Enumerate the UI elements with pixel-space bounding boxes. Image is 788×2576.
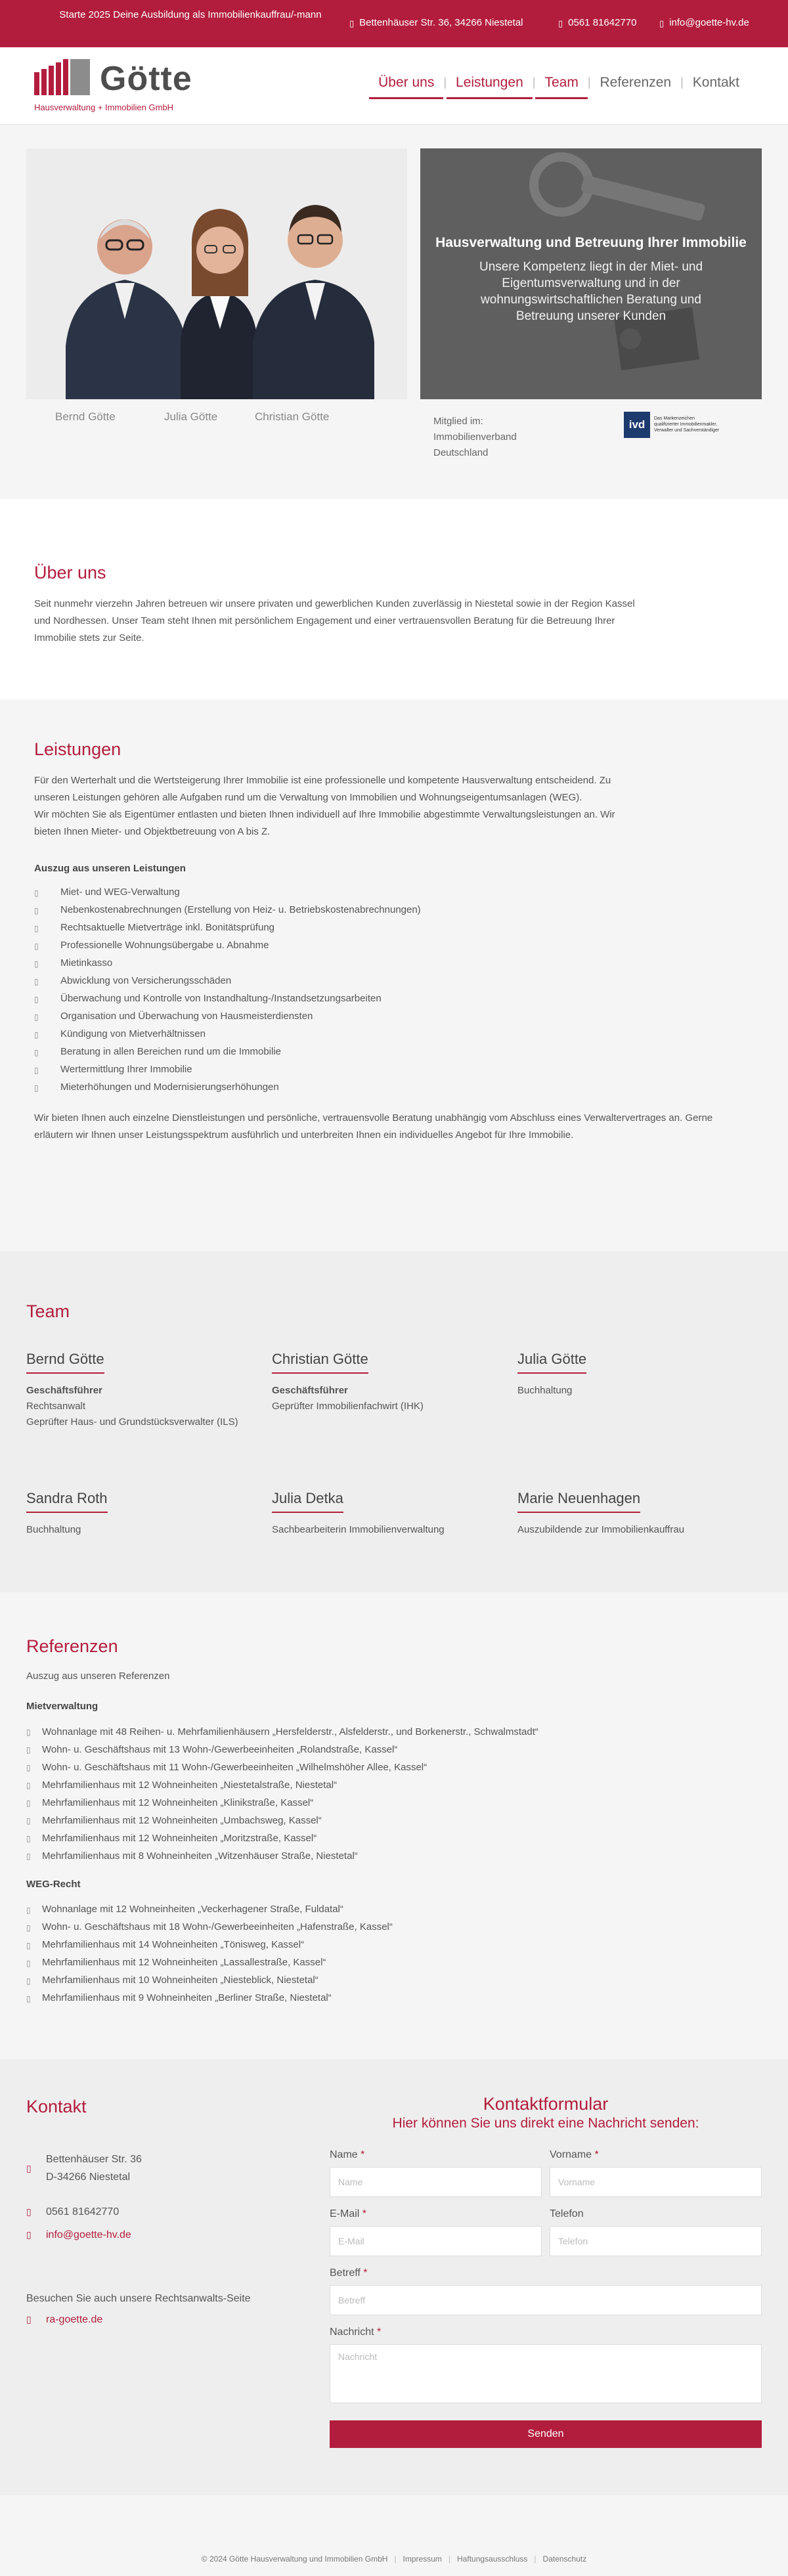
submit-button[interactable]: Senden bbox=[330, 2420, 762, 2448]
membership-line: Immobilienverband bbox=[433, 431, 517, 443]
referenzen-category: Mietverwaltung bbox=[26, 1701, 98, 1712]
team-member-name: Bernd Götte bbox=[26, 1351, 104, 1374]
map-marker-icon: ▯ bbox=[26, 2162, 32, 2173]
logo[interactable] bbox=[34, 56, 198, 116]
nachricht-label-text: Nachricht bbox=[330, 2326, 374, 2338]
caption-julia: Julia Götte bbox=[164, 410, 218, 423]
check-icon: ▯ bbox=[34, 888, 39, 898]
contact-phone-text[interactable]: 0561 81642770 bbox=[46, 2206, 120, 2217]
list-item-text: Mieterhöhungen und Modernisierungserhöhungen bbox=[60, 1081, 279, 1093]
logo-name: Götte bbox=[100, 60, 192, 98]
nav-separator: | bbox=[587, 76, 591, 89]
ivd-logo[interactable] bbox=[624, 412, 735, 445]
form-row bbox=[330, 2325, 762, 2409]
name-field-group bbox=[330, 2147, 542, 2197]
leistungen-subtitle: Auszug aus unseren Leistungen bbox=[34, 862, 186, 874]
list-item bbox=[26, 1777, 762, 1795]
logo-tagline: Hausverwaltung + Immobilien GmbH bbox=[34, 102, 174, 112]
betreff-field-group bbox=[330, 2265, 762, 2315]
check-icon: ▯ bbox=[34, 1030, 39, 1039]
team-member-detail: Sachbearbeiterin Immobilienverwaltung bbox=[272, 1523, 445, 1535]
list-item bbox=[34, 1008, 754, 1026]
list-item bbox=[26, 1812, 762, 1830]
team-member bbox=[26, 1491, 263, 1538]
team-member-detail: Geprüfter Haus- und Grundstücksverwalter (ILS) bbox=[26, 1416, 238, 1428]
list-item bbox=[34, 937, 754, 955]
team-member bbox=[26, 1351, 263, 1430]
team-photo-illustration bbox=[26, 148, 407, 399]
check-icon: ▯ bbox=[34, 906, 39, 915]
team-member bbox=[517, 1351, 754, 1399]
envelope-icon: ▯ bbox=[659, 18, 665, 28]
name-label bbox=[330, 2147, 542, 2163]
service-banner bbox=[420, 148, 762, 399]
nachricht-field-group bbox=[330, 2325, 762, 2409]
list-item bbox=[34, 1043, 754, 1061]
team-member-name: Marie Neuenhagen bbox=[517, 1491, 640, 1513]
list-item-text: Organisation und Überwachung von Hausmeisterdiensten bbox=[60, 1011, 313, 1022]
ivd-logo-caption bbox=[654, 416, 719, 433]
kontakt-heading: Kontakt bbox=[26, 2097, 87, 2116]
list-item-text: Miet- und WEG-Verwaltung bbox=[60, 886, 180, 898]
law-site[interactable] bbox=[26, 2311, 302, 2328]
team-member-name: Julia Götte bbox=[517, 1351, 586, 1374]
main-nav bbox=[369, 72, 749, 99]
list-item-text: Wohn- u. Geschäftshaus mit 13 Wohn-/Gewerbeeinheiten „Rolandstraße, Kassel“ bbox=[42, 1743, 398, 1755]
topbar-email[interactable] bbox=[659, 16, 749, 31]
topbar-phone-text[interactable]: 0561 81642770 bbox=[568, 17, 637, 28]
caption-bernd: Bernd Götte bbox=[55, 410, 116, 423]
list-item-text: Nebenkostenabrechnungen (Erstellung von Heiz- u. Betriebskostenabrechnungen) bbox=[60, 904, 421, 916]
ivd-caption-line: Verwalter und Sachverständiger bbox=[654, 428, 720, 433]
team-member-detail: Auszubildende zur Immobilienkauffrau bbox=[517, 1523, 685, 1535]
list-item bbox=[34, 1026, 754, 1043]
list-item bbox=[34, 990, 754, 1008]
contact-phone[interactable] bbox=[26, 2203, 302, 2221]
form-row bbox=[330, 2147, 762, 2197]
required-mark: * bbox=[363, 2267, 368, 2279]
list-item-text: Kündigung von Mietverhältnissen bbox=[60, 1028, 206, 1040]
banner-subtitle: Unsere Kompetenz liegt in der Miet- und Eigentumsverwaltung und in der wohnungswirtschaftlichen Beratung und Betreuung unserer Kunden bbox=[479, 260, 703, 323]
nav-referenzen[interactable]: Referenzen bbox=[600, 75, 672, 90]
telefon-field-group bbox=[550, 2206, 762, 2256]
list-item bbox=[26, 1848, 762, 1866]
list-item-text: Mehrfamilienhaus mit 12 Wohneinheiten „Moritzstraße, Kassel“ bbox=[42, 1832, 317, 1844]
betreff-input[interactable] bbox=[330, 2285, 762, 2315]
list-item bbox=[34, 884, 754, 902]
footer-divider: | bbox=[394, 2554, 397, 2564]
contact-details bbox=[26, 2093, 302, 2328]
email-input[interactable] bbox=[330, 2226, 542, 2256]
training-announcement[interactable]: Starte 2025 Deine Ausbildung als Immobilienkauffrau/-mann bbox=[59, 9, 322, 20]
ivd-caption-line: Das Markenzeichen bbox=[654, 416, 695, 421]
nachricht-label bbox=[330, 2325, 762, 2340]
nav-separator: | bbox=[443, 76, 447, 89]
list-item bbox=[26, 1795, 762, 1812]
list-item-text: Mehrfamilienhaus mit 12 Wohneinheiten „Lassallestraße, Kassel“ bbox=[42, 1957, 326, 1969]
list-item-text: Beratung in allen Bereichen rund um die Immobilie bbox=[60, 1046, 282, 1058]
footer-link-haftungsausschluss[interactable]: Haftungsausschluss bbox=[457, 2554, 528, 2564]
footer-link-datenschutz[interactable]: Datenschutz bbox=[542, 2554, 587, 2564]
top-bar bbox=[0, 0, 788, 47]
list-item-text: Wohnanlage mit 48 Reihen- u. Mehrfamilienhäusern „Hersfelderstr., Alsfelderstr., und Borkenerstr., Schwalmstadt“ bbox=[42, 1726, 538, 1737]
footer-divider: | bbox=[448, 2554, 451, 2564]
contact-address bbox=[26, 2150, 302, 2186]
list-item-text: Mehrfamilienhaus mit 8 Wohneinheiten „Witzenhäuser Straße, Niestetal“ bbox=[42, 1850, 358, 1862]
banner-title: Hausverwaltung und Betreuung Ihrer Immobilie bbox=[435, 235, 747, 250]
leistungen-outro: Wir bieten Ihnen auch einzelne Dienstleistungen und persönliche, vertrauensvolle Beratung unabhängig vom Abschluss eines Verwaltervertrages an. Gerne erläutern wir Ihnen unser Leistungsspektrum ausführlich und unterbreiten Ihnen ein individuelles Angebot für Ihre Immobilie. bbox=[34, 1112, 713, 1141]
topbar-email-text[interactable]: info@goette-hv.de bbox=[669, 17, 749, 28]
mietverwaltung-list bbox=[26, 1724, 762, 1866]
nav-ueber-uns[interactable]: Über uns bbox=[369, 72, 443, 99]
team-grid bbox=[26, 1351, 762, 1614]
team-member-detail: Buchhaltung bbox=[517, 1384, 573, 1396]
list-item-text: Mehrfamilienhaus mit 12 Wohneinheiten „Niestetalstraße, Niestetal“ bbox=[42, 1779, 338, 1791]
check-icon: ▯ bbox=[34, 1012, 39, 1022]
check-icon: ▯ bbox=[26, 1781, 31, 1790]
list-item-text: Mehrfamilienhaus mit 12 Wohneinheiten „Klinikstraße, Kassel“ bbox=[42, 1797, 314, 1808]
nav-kontakt[interactable]: Kontakt bbox=[692, 75, 739, 90]
list-item bbox=[34, 1061, 754, 1079]
check-icon: ▯ bbox=[34, 959, 39, 969]
topbar-address-text: Bettenhäuser Str. 36, 34266 Niestetal bbox=[359, 17, 523, 28]
nachricht-textarea[interactable] bbox=[330, 2344, 762, 2403]
list-item-text: Wohn- u. Geschäftshaus mit 11 Wohn-/Gewerbeeinheiten „Wilhelmshöher Allee, Kassel“ bbox=[42, 1761, 427, 1773]
betreff-label bbox=[330, 2265, 762, 2281]
email-field-group bbox=[330, 2206, 542, 2256]
check-icon: ▯ bbox=[34, 976, 39, 986]
referenzen-section bbox=[0, 1592, 788, 2059]
team-member bbox=[272, 1491, 508, 1538]
kontakt-section bbox=[0, 2059, 788, 2495]
required-mark: * bbox=[594, 2149, 599, 2160]
referenzen-intro: Auszug aus unseren Referenzen bbox=[26, 1670, 170, 1682]
check-icon: ▯ bbox=[26, 1799, 31, 1808]
list-item bbox=[26, 1830, 762, 1848]
leistungen-section bbox=[0, 699, 788, 1251]
vorname-label-text: Vorname bbox=[550, 2149, 592, 2160]
team-member-detail: Geprüfter Immobilienfachwirt (IHK) bbox=[272, 1400, 424, 1412]
check-icon: ▯ bbox=[26, 1958, 31, 1968]
check-icon: ▯ bbox=[26, 1940, 31, 1950]
hero-section bbox=[0, 125, 788, 499]
ivd-caption-line: qualifizierter Immobilienmakler, bbox=[654, 422, 718, 427]
vorname-input[interactable] bbox=[550, 2167, 762, 2197]
team-section bbox=[0, 1251, 788, 1592]
check-icon: ▯ bbox=[26, 1763, 31, 1772]
list-item-text: Überwachung und Kontrolle von Instandhaltung-/Instandsetzungsarbeiten bbox=[60, 993, 382, 1005]
leistungen-intro: Wir möchten Sie als Eigentümer entlasten und bieten Ihnen individuell auf Ihre Immobilie abgestimmte Verwaltungsleistungen an. Wir bieten Ihnen Mieter- und Objektbetreuung von A bis Z. bbox=[34, 808, 615, 837]
list-item-text: Mehrfamilienhaus mit 12 Wohneinheiten „Umbachsweg, Kassel“ bbox=[42, 1814, 322, 1826]
list-item-text: Rechtsaktuelle Mietverträge inkl. Bonitätsprüfung bbox=[60, 922, 275, 934]
list-item bbox=[26, 1990, 762, 2007]
team-member-role: Geschäftsführer bbox=[272, 1384, 348, 1396]
footer-divider: | bbox=[534, 2554, 536, 2564]
map-marker-icon: ▯ bbox=[349, 18, 355, 28]
contact-form bbox=[330, 2093, 762, 2448]
check-icon: ▯ bbox=[26, 1923, 31, 1932]
list-item-text: Mehrfamilienhaus mit 14 Wohneinheiten „Tönisweg, Kassel“ bbox=[42, 1939, 305, 1951]
list-item bbox=[34, 902, 754, 919]
membership-info bbox=[433, 414, 517, 461]
team-member-detail: Rechtsanwalt bbox=[26, 1400, 86, 1412]
vorname-field-group bbox=[550, 2147, 762, 2197]
site-header bbox=[0, 47, 788, 125]
check-icon: ▯ bbox=[34, 1083, 39, 1093]
team-member bbox=[272, 1351, 508, 1414]
nav-leistungen[interactable]: Leistungen bbox=[447, 72, 533, 99]
logo-bars-icon bbox=[34, 59, 90, 95]
leistungen-list bbox=[34, 884, 754, 1097]
footer-link-impressum[interactable]: Impressum bbox=[403, 2554, 442, 2564]
contact-email[interactable] bbox=[26, 2226, 302, 2244]
footer-copyright: © 2024 Götte Hausverwaltung und Immobilien GmbH bbox=[201, 2554, 388, 2564]
betreff-label-text: Betreff bbox=[330, 2267, 361, 2279]
check-icon: ▯ bbox=[34, 994, 39, 1004]
link-icon: ▯ bbox=[26, 2313, 32, 2325]
list-item-text: Professionelle Wohnungsübergabe u. Abnahme bbox=[60, 940, 269, 951]
telefon-label: Telefon bbox=[550, 2208, 584, 2219]
list-item bbox=[26, 1741, 762, 1759]
team-member-name: Julia Detka bbox=[272, 1491, 343, 1513]
list-item bbox=[26, 1901, 762, 1919]
check-icon: ▯ bbox=[26, 1816, 31, 1825]
email-label-text: E-Mail bbox=[330, 2208, 360, 2219]
check-icon: ▯ bbox=[34, 1065, 39, 1075]
topbar-address bbox=[349, 16, 523, 31]
check-icon: ▯ bbox=[26, 1745, 31, 1755]
check-icon: ▯ bbox=[26, 1994, 31, 2003]
ueber-uns-text: Seit nunmehr vierzehn Jahren betreuen wir unsere privaten und gewerblichen Kunden zuverlässig in Niestetal sowie in der Region Kassel und Nordhessen. Unser Team steht Ihnen mit persönlichem Engagement und einer vertrauensvollen Beratung für die Betreuung Ihrer Immobilie stets zur Seite. bbox=[34, 598, 635, 644]
check-icon: ▯ bbox=[26, 1976, 31, 1986]
ueber-uns-heading: Über uns bbox=[34, 563, 106, 582]
site-footer bbox=[0, 2495, 788, 2576]
list-item bbox=[26, 1919, 762, 1936]
list-item bbox=[26, 1724, 762, 1741]
nav-separator: | bbox=[532, 76, 536, 89]
required-mark: * bbox=[362, 2208, 367, 2219]
contact-street: Bettenhäuser Str. 36 bbox=[46, 2153, 142, 2165]
team-member-name: Christian Götte bbox=[272, 1351, 368, 1374]
form-subtitle: Hier können Sie uns direkt eine Nachricht senden: bbox=[392, 2116, 699, 2131]
team-member-name: Sandra Roth bbox=[26, 1491, 108, 1513]
list-item bbox=[34, 919, 754, 937]
form-title: Kontaktformular bbox=[483, 2094, 609, 2114]
list-item-text: Abwicklung von Versicherungsschäden bbox=[60, 975, 232, 987]
team-member-role: Geschäftsführer bbox=[26, 1384, 102, 1396]
required-mark: * bbox=[361, 2149, 365, 2160]
name-input[interactable] bbox=[330, 2167, 542, 2197]
list-item bbox=[26, 1936, 762, 1954]
ueber-uns-section bbox=[0, 499, 788, 699]
referenzen-category: WEG-Recht bbox=[26, 1878, 81, 1890]
list-item-text: Wohnanlage mit 12 Wohneinheiten „Veckerhagener Straße, Fuldatal“ bbox=[42, 1904, 343, 1915]
phone-icon: ▯ bbox=[558, 18, 563, 28]
form-row bbox=[330, 2206, 762, 2256]
required-mark: * bbox=[377, 2326, 382, 2338]
law-site-link[interactable]: ra-goette.de bbox=[46, 2313, 103, 2325]
form-row bbox=[330, 2265, 762, 2315]
membership-line: Deutschland bbox=[433, 447, 489, 458]
check-icon: ▯ bbox=[26, 1905, 31, 1915]
list-item-text: Mietinkasso bbox=[60, 957, 113, 969]
envelope-icon: ▯ bbox=[26, 2229, 32, 2240]
list-item bbox=[26, 1972, 762, 1990]
check-icon: ▯ bbox=[34, 941, 39, 951]
list-item bbox=[26, 1954, 762, 1972]
team-heading: Team bbox=[26, 1301, 70, 1321]
vorname-label bbox=[550, 2147, 762, 2163]
law-site-text: Besuchen Sie auch unsere Rechtsanwalts-Seite bbox=[26, 2292, 251, 2304]
check-icon: ▯ bbox=[26, 1834, 31, 1843]
nav-team[interactable]: Team bbox=[535, 72, 587, 99]
team-member bbox=[517, 1491, 754, 1538]
contact-email-link[interactable]: info@goette-hv.de bbox=[46, 2229, 131, 2240]
weg-list bbox=[26, 1901, 762, 2007]
telefon-input[interactable] bbox=[550, 2226, 762, 2256]
referenzen-heading: Referenzen bbox=[26, 1636, 118, 1656]
list-item bbox=[26, 1759, 762, 1777]
topbar-phone[interactable] bbox=[558, 16, 636, 31]
leistungen-heading: Leistungen bbox=[34, 739, 121, 759]
list-item-text: Mehrfamilienhaus mit 9 Wohneinheiten „Berliner Straße, Niestetal“ bbox=[42, 1992, 332, 2004]
list-item-text: Mehrfamilienhaus mit 10 Wohneinheiten „Niesteblick, Niestetal“ bbox=[42, 1975, 318, 1986]
leistungen-intro: Für den Werterhalt und die Wertsteigerung Ihrer Immobilie ist eine professionelle und kompetente Hausverwaltung entscheidend. Zu unseren Leistungen gehören alle Aufgaben rund um die Verwaltung von Immobilien und Wohnungseigentumsanlagen (WEG). bbox=[34, 774, 611, 803]
list-item-text: Wertermittlung Ihrer Immobilie bbox=[60, 1064, 192, 1076]
caption-christian: Christian Götte bbox=[255, 410, 330, 423]
check-icon: ▯ bbox=[34, 923, 39, 933]
list-item bbox=[34, 955, 754, 972]
name-label-text: Name bbox=[330, 2149, 358, 2160]
list-item bbox=[34, 972, 754, 990]
team-photo bbox=[26, 148, 407, 399]
footer-line bbox=[0, 2553, 788, 2565]
phone-icon: ▯ bbox=[26, 2206, 32, 2217]
contact-city: D-34266 Niestetal bbox=[46, 2171, 131, 2183]
list-item-text: Wohn- u. Geschäftshaus mit 18 Wohn-/Gewerbeeinheiten „Hafenstraße, Kassel“ bbox=[42, 1921, 393, 1933]
check-icon: ▯ bbox=[34, 1047, 39, 1057]
email-label bbox=[330, 2206, 542, 2222]
list-item bbox=[34, 1079, 754, 1097]
membership-line: Mitglied im: bbox=[433, 416, 483, 427]
ivd-logo-mark: ivd bbox=[624, 412, 650, 438]
check-icon: ▯ bbox=[26, 1852, 31, 1861]
check-icon: ▯ bbox=[26, 1728, 31, 1737]
team-member-detail: Buchhaltung bbox=[26, 1523, 81, 1535]
nav-separator: | bbox=[680, 76, 684, 89]
